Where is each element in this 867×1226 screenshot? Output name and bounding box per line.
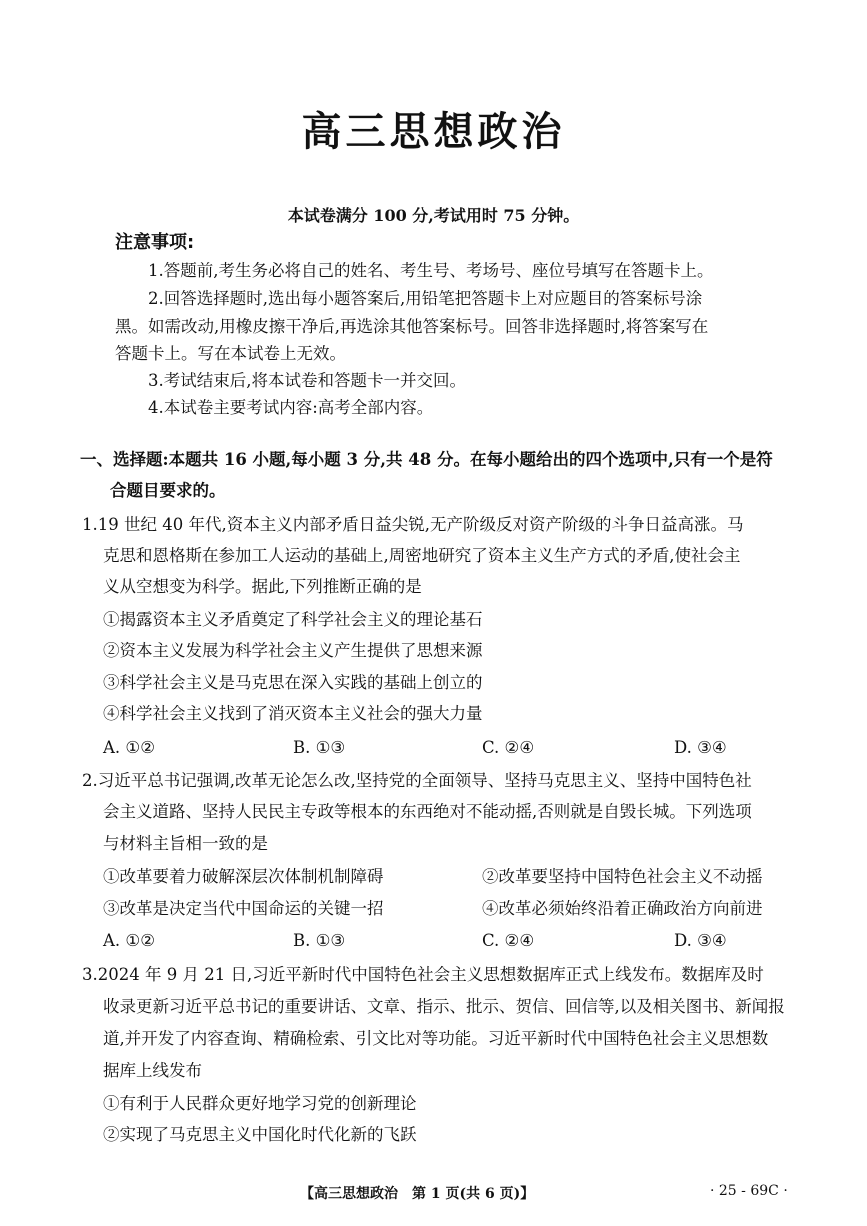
question-1-stem: 1.19 世纪 40 年代,资本主义内部矛盾日益尖锐,无产阶级反对资产阶级的斗争日益高涨。马 (82, 515, 744, 534)
question-2-stem: 与材料主旨相一致的是 (103, 834, 268, 853)
question-3-stem: 3.2024 年 9 月 21 日,习近平新时代中国特色社会主义思想数据库正式上线发布。数据库及时 (82, 965, 764, 984)
question-2-item: ④改革必须始终沿着正确政治方向前进 (482, 899, 763, 918)
page-title: 高三思想政治 (301, 109, 566, 155)
question-2-stem: 2.习近平总书记强调,改革无论怎么改,坚持党的全面领导、坚持马克思主义、坚持中国特色社 (82, 771, 752, 790)
question-1-option-a[interactable]: A. ①② (103, 738, 155, 757)
question-2-item: ②改革要坚持中国特色社会主义不动摇 (482, 867, 763, 886)
question-1-item: ④科学社会主义找到了消灭资本主义社会的强大力量 (103, 704, 483, 723)
question-1-option-b[interactable]: B. ①③ (293, 738, 346, 757)
question-2-option-c[interactable]: C. ②④ (482, 931, 535, 950)
notice-line: 1.答题前,考生务必将自己的姓名、考生号、考场号、座位号填写在答题卡上。 (148, 261, 714, 280)
question-1-option-c[interactable]: C. ②④ (482, 738, 535, 757)
question-3-item: ①有利于人民群众更好地学习党的创新理论 (103, 1094, 417, 1113)
section-heading: 一、选择题:本题共 16 小题,每小题 3 分,共 48 分。在每小题给出的四个选项中,只有一个是符 (80, 450, 773, 469)
question-3-stem: 据库上线发布 (103, 1061, 202, 1080)
notice-heading: 注意事项: (115, 232, 195, 253)
notice-line: 黑。如需改动,用橡皮擦干净后,再选涂其他答案标号。回答非选择题时,将答案写在 (115, 317, 709, 336)
question-2-option-a[interactable]: A. ①② (103, 931, 155, 950)
question-3-stem: 道,并开发了内容查询、精确检索、引文比对等功能。习近平新时代中国特色社会主义思想数 (103, 1029, 769, 1048)
question-1-item: ③科学社会主义是马克思在深入实践的基础上创立的 (103, 673, 483, 692)
question-2-stem: 会主义道路、坚持人民民主专政等根本的东西绝对不能动摇,否则就是自毁长城。下列选项 (103, 802, 752, 821)
notice-line: 4.本试卷主要考试内容:高考全部内容。 (148, 398, 434, 417)
question-1-item: ②资本主义发展为科学社会主义产生提供了思想来源 (103, 641, 483, 660)
question-1-option-d[interactable]: D. ③④ (674, 738, 727, 757)
question-2-item: ①改革要着力破解深层次体制机制障碍 (103, 867, 384, 886)
notice-line: 答题卡上。写在本试卷上无效。 (115, 344, 346, 363)
question-1-stem: 义从空想变为科学。据此,下列推断正确的是 (103, 577, 422, 596)
question-2-option-b[interactable]: B. ①③ (293, 931, 346, 950)
question-2-option-d[interactable]: D. ③④ (674, 931, 727, 950)
notice-line: 3.考试结束后,将本试卷和答题卡一并交回。 (148, 371, 466, 390)
exam-code: · 25 - 69C · (710, 1183, 788, 1199)
question-3-stem: 收录更新习近平总书记的重要讲话、文章、指示、批示、贺信、回信等,以及相关图书、新闻报 (103, 997, 785, 1016)
question-1-stem: 克思和恩格斯在参加工人运动的基础上,周密地研究了资本主义生产方式的矛盾,使社会主 (103, 546, 741, 565)
page-footer: 【高三思想政治 第 1 页(共 6 页)】 (300, 1186, 535, 1202)
section-heading-cont: 合题目要求的。 (110, 481, 226, 500)
question-2-item: ③改革是决定当代中国命运的关键一招 (103, 899, 384, 918)
question-3-item: ②实现了马克思主义中国化时代化新的飞跃 (103, 1125, 417, 1144)
notice-line: 2.回答选择题时,选出每小题答案后,用铅笔把答题卡上对应题目的答案标号涂 (148, 289, 703, 308)
question-1-item: ①揭露资本主义矛盾奠定了科学社会主义的理论基石 (103, 610, 483, 629)
exam-subtitle: 本试卷满分 100 分,考试用时 75 分钟。 (287, 206, 580, 225)
